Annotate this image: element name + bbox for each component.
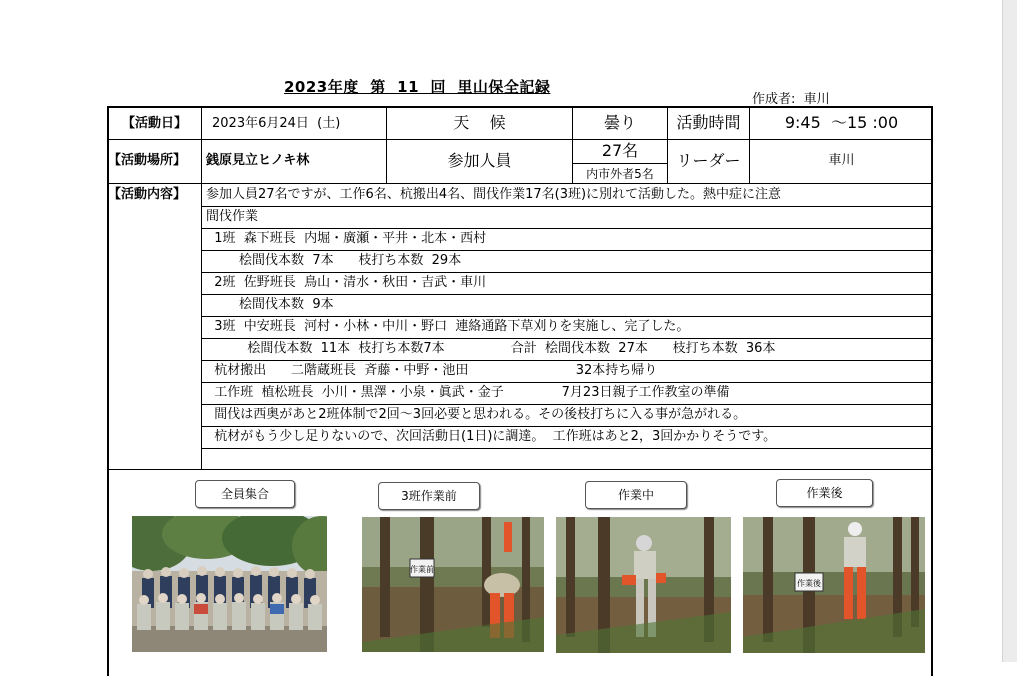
content-line: 桧間伐本数 11本 枝打ち本数7本 合計 桧間伐本数 27本 枝打ち本数 36本 [206,341,776,356]
time-label: 活動時間 [676,113,741,132]
date-label: 【活動日】 [121,116,187,131]
line-divider [202,228,933,229]
cell-divider [572,163,667,164]
col-divider [201,106,202,470]
leader-value: 車川 [828,153,855,168]
content-line: 3班 中安班長 河村・小林・中川・野口 連絡通路下草刈りを実施し、完了した。 [206,319,690,334]
content-line: 参加人員27名ですが、工作6名、杭搬出4名、間伐作業17名(3班)に別れて活動した。熱中症に注意 [206,187,782,202]
before-work-sign: 作業前 [410,565,434,574]
line-divider [202,206,933,207]
content-line: 間伐作業 [206,209,259,224]
participants-label: 参加人員 [447,151,512,170]
content-line: 工作班 植松班長 小川・黒澤・小泉・眞武・金子 7月23日親子工作教室の準備 [206,385,730,400]
content-line: 杭材がもう少し足りないので、次回活動日(1日)に調達。 工作班はあと2，3回かかりそうです。 [206,429,777,444]
line-divider [202,250,933,251]
line-divider [202,338,933,339]
line-divider [202,294,933,295]
photo-caption-after-work: 作業後 [776,479,873,507]
participants-value: 27名 [601,141,639,160]
content-line: 1班 森下班長 内堀・廣瀬・平井・北本・西村 [206,231,487,246]
leader-label: リーダー [676,151,741,170]
line-divider [202,382,933,383]
time-value: 9:45 〜15 :00 [784,113,899,132]
participants-note: 内市外者5名 [586,167,654,181]
content-line: 桧間伐本数 9本 [206,297,334,312]
date-value: 2023年6月24日 (土) [212,116,341,131]
row-divider [107,469,933,470]
during-work-photo [556,517,731,653]
author-label: 作成者: 車川 [752,92,830,107]
content-line: 間伐は西奥があと2班体制で2回〜3回必要と思われる。その後枝打ちに入る事が急がれる。 [206,407,747,422]
row-divider [107,139,933,140]
weather-value: 曇り [603,113,636,132]
place-label: 【活動場所】 [108,153,187,168]
content-line: 2班 佐野班長 鳥山・清水・秋田・吉武・車川 [206,275,487,290]
photo-caption-all-members: 全員集合 [195,480,295,508]
content-line: 杭材搬出 二階蔵班長 斉藤・中野・池田 32本持ち帰り [206,363,658,378]
after-work-sign: 作業後 [797,579,821,588]
window-scroll-edge [1002,0,1017,662]
line-divider [202,448,933,449]
line-divider [202,426,933,427]
after-work-photo [743,517,925,653]
group-photo [132,516,327,652]
weather-label: 天 候 [453,113,506,132]
content-line: 桧間伐本数 7本 枝打ち本数 29本 [206,253,462,268]
line-divider [202,272,933,273]
before-work-photo [362,517,544,652]
content-label: 【活動内容】 [108,187,187,202]
line-divider [202,404,933,405]
place-value: 銭原見立ヒノキ林 [206,153,310,168]
page-title: 2023年度 第 11 回 里山保全記録 [284,78,551,96]
photo-caption-before-work: 3班作業前 [378,482,480,510]
row-divider [107,183,933,184]
photo-caption-during-work: 作業中 [585,481,687,509]
line-divider [202,316,933,317]
line-divider [202,360,933,361]
